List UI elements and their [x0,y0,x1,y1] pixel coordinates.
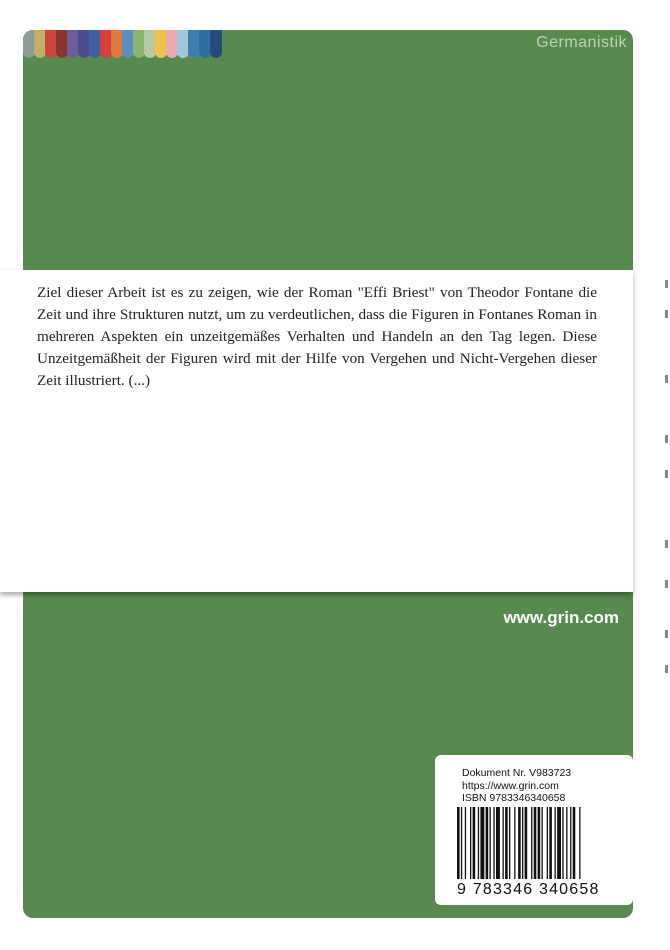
abstract-text: Ziel dieser Arbeit ist es zu zeigen, wie der Roman "Effi Briest" von Theodor Fontane die Zeit und ihre Strukturen nutzt, um zu verdeutlichen, dass die Figuren in Fontanes Roman in mehreren Aspekten ein unzeitgemäßes Verhalten und Handeln an den Tag legen. Diese Unzeitgemäßheit der Figuren wird mit der Hilfe von Vergehen und Nicht-Vergehen dieser Zeit illustriert. (...) [37,284,597,389]
abstract-panel [0,270,633,592]
barcode [457,807,617,887]
color-stripes [23,30,221,58]
document-number: Dokument Nr. V983723 [462,767,572,779]
category-label: Germanistik [536,34,627,51]
isbn-info-box [435,755,633,905]
color-stripe [210,30,222,58]
document-url: https://www.grin.com [462,779,559,792]
page-edge-marks [660,270,668,690]
isbn-line: ISBN 9783346340658 [462,792,566,804]
website-label: www.grin.com [503,608,619,627]
barcode-digits: 9 783346 340658 [457,881,600,898]
